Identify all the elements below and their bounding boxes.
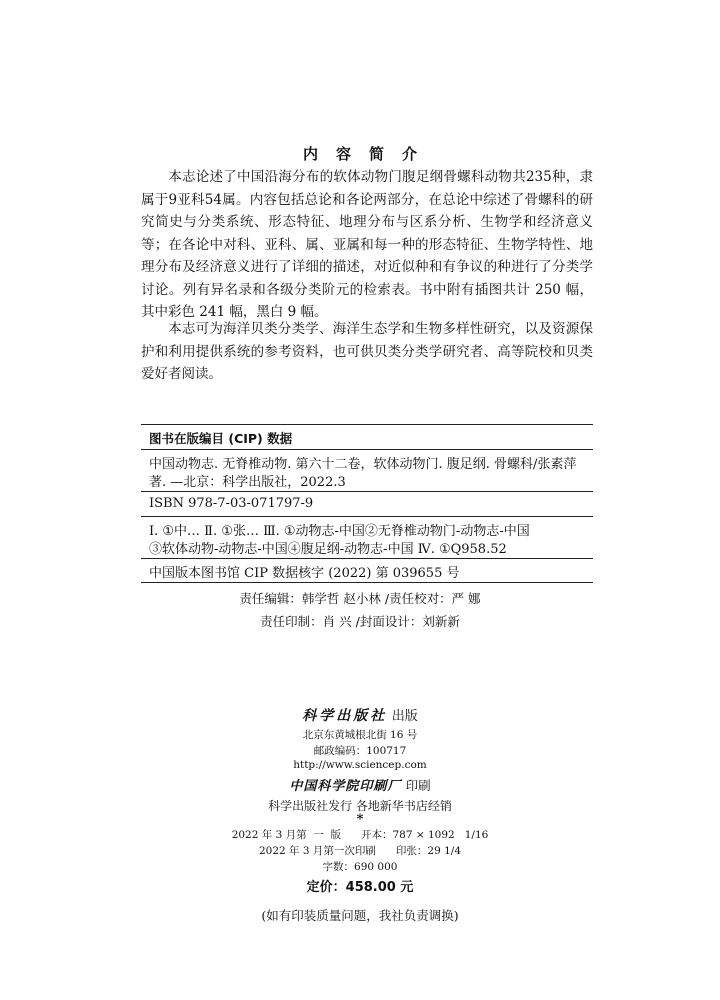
publisher-postcode: 邮政编码：100717 [313,745,407,757]
intro-paragraph-2 [141,318,593,386]
publisher-line [0,705,720,725]
cip-heading-rule [141,449,593,450]
publisher-logo: 科学出版社 [302,708,388,724]
separator-star: * [356,812,364,827]
price-label: 定价： [306,880,346,895]
intro-title: 内容简介 [302,145,435,163]
cip-number: 中国版本图书馆 CIP 数据核字 (2022) 第 039655 号 [149,566,460,581]
printer-suffix: 印刷 [405,778,431,793]
edition-line-2: 2022 年 3 月第一次印刷 印张：29 1/4 [258,845,462,857]
cip-bottom-rule [141,582,593,583]
cip-isbn: ISBN 978-7-03-071797-9 [149,496,314,511]
publisher-address: 北京东黄城根北街 16 号 [302,729,418,741]
price-value: 458.00 元 [345,880,414,895]
intro-paragraph-1 [141,166,593,324]
price-line [0,876,720,895]
cip-classification-1: Ⅰ. ①中… Ⅱ. ①张… Ⅲ. ①动物志-中国②无脊椎动物门-动物志-中国 [149,524,530,539]
word-count: 字数：690 000 [322,861,398,873]
cip-rule-3 [141,516,593,517]
cip-top-rule [141,424,593,425]
cip-rule-4 [141,558,593,559]
quality-notice: (如有印装质量问题，我社负责调换) [261,908,459,923]
cip-classification-2: ③软体动物-动物志-中国④腹足纲-动物志-中国 Ⅳ. ①Q958.52 [149,542,507,557]
distribution-line: 科学出版社发行 各地新华书店经销 [268,799,452,813]
credit-editors: 责任编辑：韩学哲 赵小林 /责任校对：严 娜 [239,591,481,606]
cip-rule-2 [141,491,593,492]
publisher-url: http://www.sciencep.com [293,759,427,771]
edition-line-1: 2022 年 3 月第 一 版 开本：787 × 1092 1/16 [231,829,489,841]
printer-line [0,775,720,794]
cip-title-line-1: 中国动物志. 无脊椎动物. 第六十二卷，软体动物门. 腹足纲. 骨螺科/张素萍 [149,457,577,472]
intro-paragraph-2-text: 本志可为海洋贝类分类学、海洋生态学和生物多样性研究，以及资源保护和利用提供系统的参考资料，也可供贝类分类学研究者、高等院校和贝类爱好者阅读。 [141,321,593,382]
cip-title-line-2: 著. —北京：科学出版社，2022.3 [149,475,346,490]
intro-paragraph-1-text: 本志论述了中国沿海分布的软体动物门腹足纲骨螺科动物共235种，隶属于9亚科54属。内容包括总论和各论两部分，在总论中综述了骨螺科的研究简史与分类系统、形态特征、地理分布与区系分析、生物学和经济意义等；在各论中对科、亚科、属、亚属和每一种的形态特征、生物学特性、地理分布及经济意义进行了详细的描述，对近似种和有争议的种进行了分类学讨论。列有异名录和各级分类阶元的检索表。书中附有插图共计 250 幅，其中彩色 241 幅，黑白 9 幅。 [141,169,593,320]
printer-logo: 中国科学院印刷厂 [289,779,402,794]
publisher-suffix: 出版 [391,709,418,724]
credit-print-design: 责任印制：肖 兴 /封面设计：刘新新 [260,614,460,629]
cip-heading: 图书在版编目 (CIP) 数据 [149,431,293,446]
